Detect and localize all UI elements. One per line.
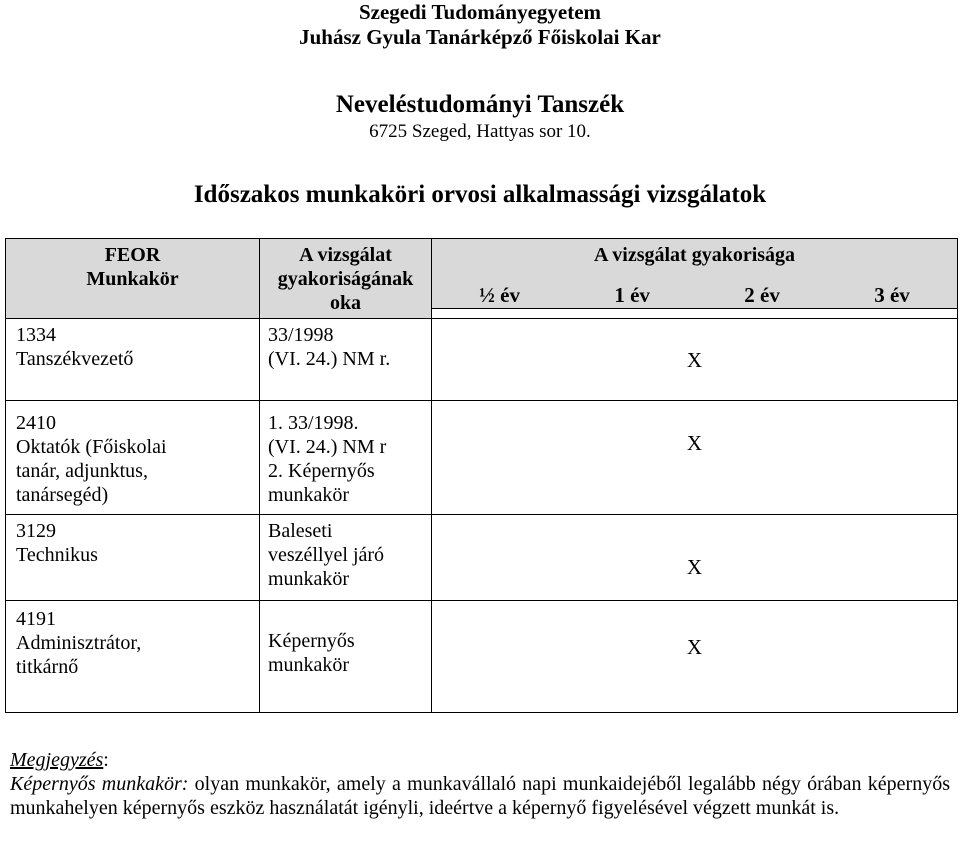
note-label: Megjegyzés (10, 749, 104, 771)
job-name: Adminisztrátor, (16, 632, 142, 654)
reason-cell (260, 601, 432, 713)
feor-code: 3129 (16, 520, 56, 542)
job-cell (6, 401, 260, 515)
period-1-year: 1 év (614, 283, 650, 307)
frequency-periods (432, 283, 957, 307)
feor-code: 4191 (16, 608, 56, 630)
reason-line: Baleseti (268, 520, 333, 542)
header-reason-line-1: A vizsgálat (299, 244, 392, 266)
header-job-label: Munkakör (86, 268, 179, 290)
reason-line: munkakör (268, 568, 350, 590)
college-name: Juhász Gyula Tanárképző Főiskolai Kar (299, 25, 661, 49)
note-body (10, 772, 950, 820)
job-name: Oktatók (Főiskolai (16, 436, 167, 458)
frequency-mark: X (432, 319, 958, 401)
period-3-year: 3 év (874, 283, 910, 307)
reason-line: munkakör (268, 484, 350, 506)
reason-line: (VI. 24.) NM r (268, 436, 387, 458)
reason-line: veszéllyel járó (268, 544, 385, 566)
header-reason (260, 239, 432, 319)
medical-exam-table (5, 238, 958, 713)
university-name: Szegedi Tudományegyetem (358, 0, 602, 24)
feor-code: 2410 (16, 412, 56, 434)
frequency-mark: X (432, 401, 958, 515)
table-row (6, 515, 958, 601)
job-name: Technikus (16, 544, 98, 566)
header-feor-label: FEOR (104, 244, 161, 266)
header-reason-line-2: gyakoriságának (277, 268, 414, 290)
job-name: Tanszékvezető (16, 348, 134, 370)
reason-line: 2. Képernyős (268, 460, 375, 482)
note-text: olyan munkakör, amely a munkavállaló napi munkaidejéből legalább négy órában képernyős munkahelyen képernyős eszköz használatát igényli, ideértve a képernyő figyelésével végzett munkát is. (10, 773, 950, 819)
period-half-year: ½ év (479, 283, 520, 307)
reason-cell (260, 401, 432, 515)
job-name: titkárnő (16, 656, 79, 678)
header-frequency (432, 239, 958, 309)
job-cell (6, 601, 260, 713)
frequency-mark: X (432, 515, 958, 601)
table-row (6, 319, 958, 401)
reason-line: Képernyős (268, 630, 355, 652)
reason-line: (VI. 24.) NM r. (268, 348, 391, 370)
table-row (6, 601, 958, 713)
document-title: Időszakos munkaköri orvosi alkalmassági vizsgálatok (193, 181, 767, 208)
period-2-year: 2 év (744, 283, 780, 307)
department-address: 6725 Szeged, Hattyas sor 10. (369, 121, 591, 142)
reason-cell (260, 515, 432, 601)
department-name: Neveléstudományi Tanszék (335, 91, 625, 118)
job-cell (6, 515, 260, 601)
frequency-mark: X (432, 601, 958, 713)
reason-cell (260, 319, 432, 401)
header-reason-line-3: oka (329, 292, 362, 314)
institution-header (0, 0, 960, 50)
header-frequency-label: A vizsgálat gyakorisága (593, 244, 796, 266)
note-section (10, 748, 950, 820)
job-name: tanár, adjunktus, (16, 460, 148, 482)
reason-line: munkakör (268, 654, 350, 676)
job-name: tanársegéd) (16, 484, 109, 506)
note-heading (10, 748, 950, 772)
table-row (6, 401, 958, 515)
reason-line: 33/1998 (268, 324, 334, 346)
reason-line: 1. 33/1998. (268, 412, 359, 434)
note-term: Képernyős munkakör: (10, 773, 189, 795)
header-feor-job (6, 239, 260, 319)
job-cell (6, 319, 260, 401)
frequency-spacer (432, 309, 958, 319)
feor-code: 1334 (16, 324, 56, 346)
note-label-colon: : (103, 749, 109, 771)
